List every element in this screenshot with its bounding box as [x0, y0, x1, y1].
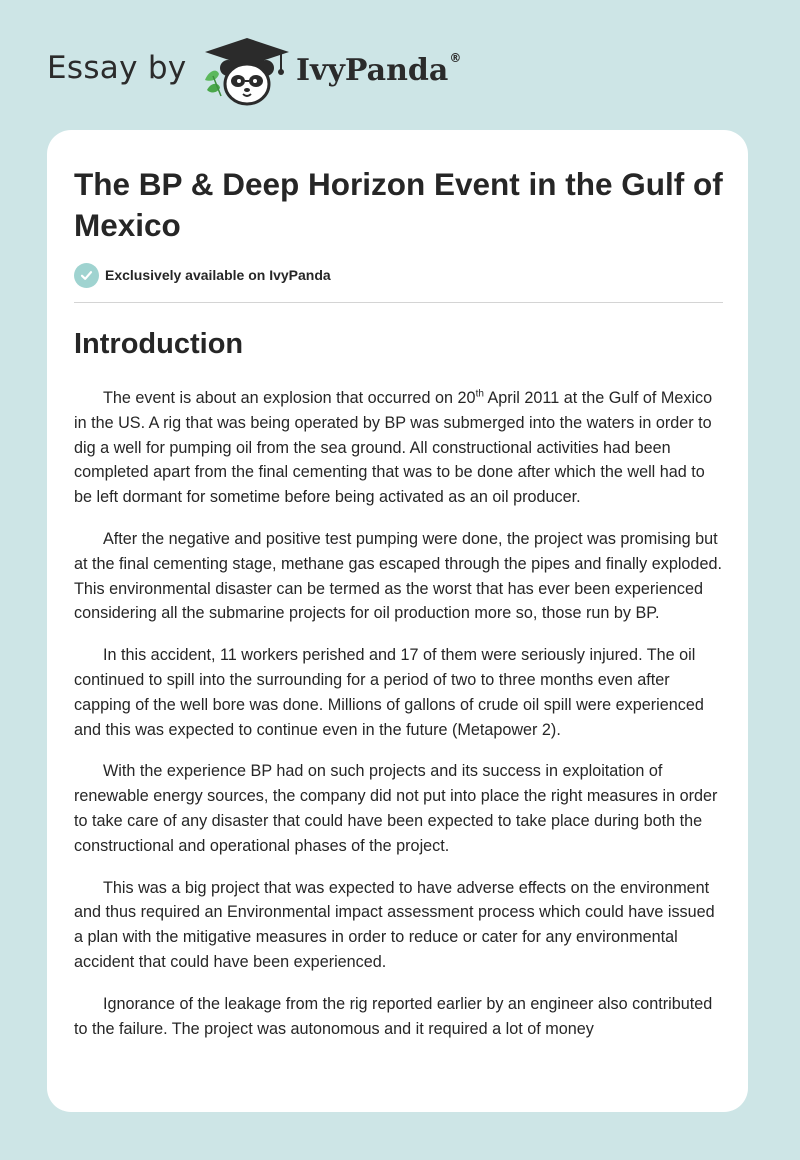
- essay-by-label: Essay by: [47, 50, 187, 86]
- paragraph: Ignorance of the leakage from the rig reported earlier by an engineer also contributed to the failure. The project was autonomous and it required a lot of money: [74, 994, 713, 1038]
- badge-label: Exclusively available on IvyPanda: [105, 267, 331, 283]
- essay-title: The BP & Deep Horizon Event in the Gulf of Mexico: [74, 166, 723, 243]
- registered-mark: ®: [449, 51, 462, 65]
- site-header: [0, 0, 800, 130]
- paragraph: The event is about an explosion that occurred on 20th April 2011 at the Gulf of Mexico in the US. A rig that was being operated by BP was submerged into the waters in order to dig a well for pumping oil from the sea ground. All constructional activities had been completed apart from the final cementing that was to be done after which the well had to be left dormant for sometime before being activated as an oil producer.: [74, 388, 713, 507]
- paragraph: In this accident, 11 workers perished and 17 of them were seriously injured. The oil continued to spill into the surrounding for a period of two to three months even after capping of the well bore was done. Millions of gallons of crude oil spill were experienced and this was expected to continue even in the future (Metapower 2).: [74, 646, 704, 739]
- ivypanda-logo-link[interactable]: [203, 36, 291, 108]
- exclusive-badge: [74, 262, 331, 288]
- title-divider: [74, 302, 723, 303]
- checkmark-icon: [74, 263, 99, 288]
- section-heading: Introduction: [74, 328, 244, 360]
- leaf-icon: [205, 71, 221, 96]
- essay-card: [47, 130, 748, 1112]
- paragraph: After the negative and positive test pumping were done, the project was promising but at the final cementing stage, methane gas escaped through the pipes and finally exploded. This environmental disaster can be termed as the worst that has ever been experienced considering all the submarine projects for oil production more so, those run by BP.: [74, 529, 722, 623]
- essay-body: [74, 386, 726, 1058]
- paragraph: This was a big project that was expected to have adverse effects on the environment and thus required an Environmental impact assessment process which could have issued a plan with the mitigative measures in order to reduce or cater for any environmental accident that could have been experienced.: [74, 878, 715, 971]
- brand-name[interactable]: IvyPanda®: [296, 51, 462, 88]
- paragraph: With the experience BP had on such projects and its success in exploitation of renewable energy sources, the company did not put into place the right measures in order to take care of any disaster that could have been expected to take place during both the constructional and operational phases of the project.: [74, 762, 718, 855]
- panda-graduate-icon: [203, 36, 291, 108]
